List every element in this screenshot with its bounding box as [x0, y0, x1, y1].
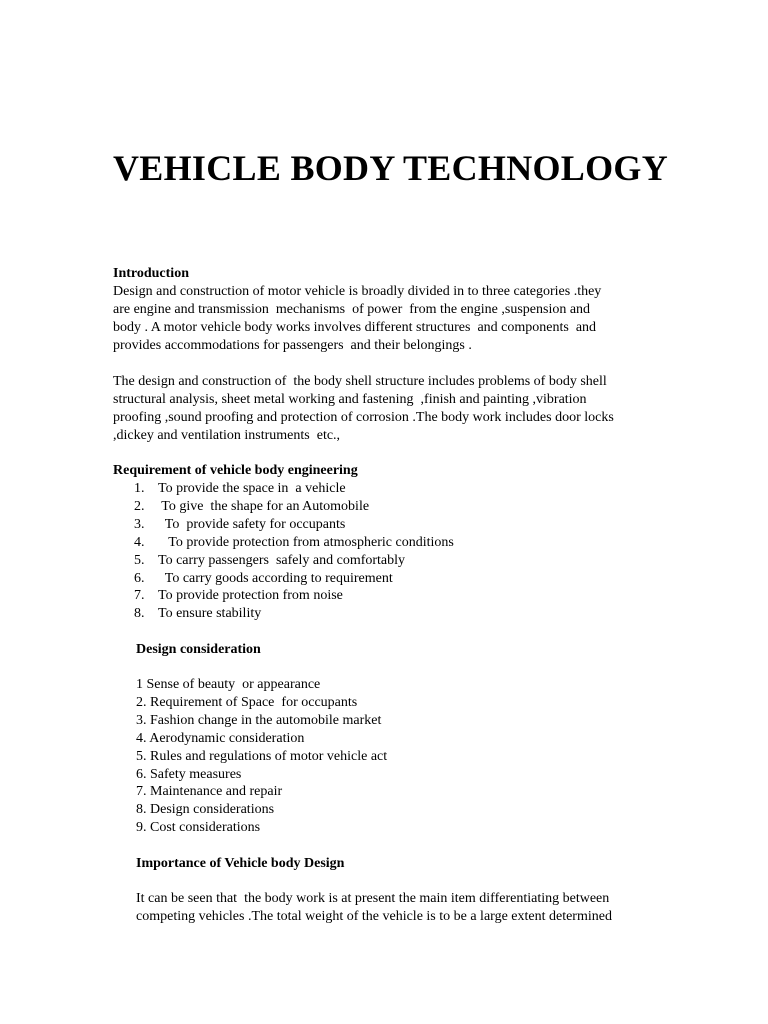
list-item-text: To provide the space in a vehicle [158, 481, 346, 496]
intro-paragraph1-line: body . A motor vehicle body works involves different structures and components and [113, 319, 597, 335]
list-item-text: To provide protection from noise [158, 588, 343, 604]
requirements-list [113, 480, 454, 623]
list-item-number: 5. [134, 552, 145, 568]
list-item-text: To carry goods according to requirement [158, 570, 393, 586]
importance-section [136, 890, 696, 926]
introduction-section [113, 265, 673, 355]
list-item: 3. Fashion change in the automobile market [136, 712, 382, 728]
list-item [113, 587, 454, 605]
list-item-number: 3. [134, 516, 145, 532]
list-item [113, 534, 454, 552]
list-item [113, 516, 454, 534]
list-item-number: 4. [134, 534, 145, 550]
list-item-number: 7. [134, 588, 145, 604]
list-item-number: 6. [134, 570, 145, 586]
design-consideration-heading: Design consideration [136, 642, 261, 657]
intro-paragraph2-line: structural analysis, sheet metal working and fastening ,finish and painting ,vibration [113, 391, 587, 407]
design-consideration-section [136, 676, 696, 837]
intro-paragraph1-line: are engine and transmission mechanisms of power from the engine ,suspension and [113, 301, 591, 317]
introduction-paragraph2 [113, 373, 673, 445]
intro-paragraph2-line: ,dickey and ventilation instruments etc., [113, 427, 341, 443]
importance-heading-block [136, 855, 696, 873]
intro-paragraph1-line: Design and construction of motor vehicle is broadly divided in to three categories .they [113, 283, 602, 299]
list-item-text: To ensure stability [158, 606, 262, 622]
intro-paragraph1-line: provides accommodations for passengers and their belongings . [113, 337, 472, 353]
list-item-number: 1. [134, 481, 145, 496]
document-title: VEHICLE BODY TECHNOLOGY [113, 148, 669, 188]
list-item-text: To give the shape for an Automobile [158, 498, 370, 514]
list-item: 8. Design considerations [136, 802, 275, 818]
introduction-heading: Introduction [113, 266, 189, 281]
list-item: 2. Requirement of Space for occupants [136, 694, 358, 710]
list-item: 5. Rules and regulations of motor vehicle act [136, 748, 388, 764]
importance-paragraph-line: competing vehicles .The total weight of the vehicle is to be a large extent determined [136, 908, 612, 924]
list-item [113, 552, 454, 570]
importance-heading: Importance of Vehicle body Design [136, 856, 345, 871]
list-item [113, 605, 454, 623]
list-item: 4. Aerodynamic consideration [136, 730, 305, 746]
intro-paragraph2-line: proofing ,sound proofing and protection of corrosion .The body work includes door locks [113, 409, 614, 425]
list-item: 7. Maintenance and repair [136, 784, 283, 800]
list-item-text: To provide protection from atmospheric conditions [158, 534, 454, 550]
importance-paragraph-line: It can be seen that the body work is at present the main item differentiating between [136, 891, 610, 906]
design-consideration-heading-block [136, 641, 696, 659]
list-item [113, 480, 454, 498]
list-item: 9. Cost considerations [136, 820, 261, 836]
list-item-text: To carry passengers safely and comfortably [158, 552, 406, 568]
list-item [113, 570, 454, 588]
requirements-heading: Requirement of vehicle body engineering [113, 463, 358, 478]
list-item-number: 2. [134, 498, 145, 514]
list-item-number: 8. [134, 606, 145, 622]
list-item [113, 498, 454, 516]
list-item: 1 Sense of beauty or appearance [136, 677, 321, 692]
requirements-section [113, 462, 673, 480]
design-consideration-list [136, 676, 696, 837]
list-item-text: To provide safety for occupants [158, 516, 346, 532]
intro-paragraph2-line: The design and construction of the body shell structure includes problems of body shell [113, 374, 607, 389]
list-item: 6. Safety measures [136, 766, 242, 782]
